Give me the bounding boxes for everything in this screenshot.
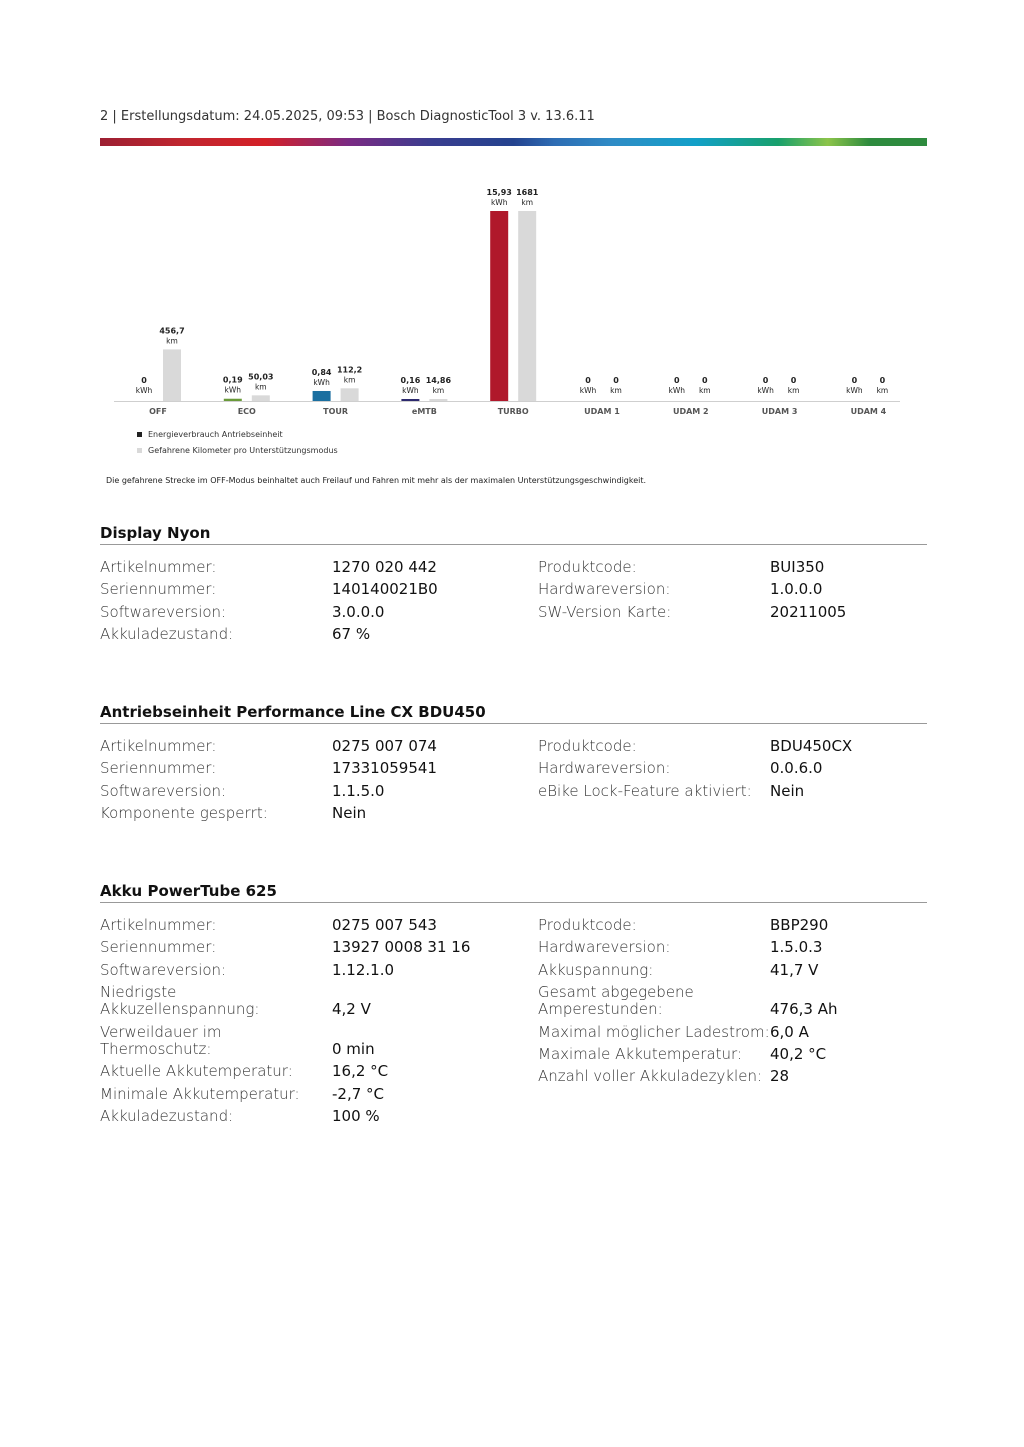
info-label: Hardwareversion: (538, 759, 671, 778)
info-value: 13927 0008 31 16 (332, 938, 471, 957)
info-value: 16,2 °C (332, 1062, 389, 1081)
energy-unit-label: kWh (579, 386, 597, 395)
km-unit-label: km (876, 386, 889, 395)
drive-right-column (538, 738, 928, 805)
section-battery (100, 882, 927, 1126)
section-title: Antriebseinheit Performance Line CX BDU450 (100, 703, 927, 724)
energy-value-label: 0 (851, 376, 858, 385)
display-left-column (100, 559, 540, 648)
info-row (538, 581, 928, 599)
info-row (538, 962, 928, 980)
info-value: 1270 020 442 (332, 558, 437, 576)
info-value: 67 % (332, 624, 371, 643)
km-value-label: 0 (613, 376, 619, 385)
category-label: OFF (149, 407, 167, 416)
energy-bar (313, 391, 331, 401)
energy-unit-label: kWh (846, 386, 863, 395)
km-bar (252, 395, 270, 401)
info-row (100, 962, 540, 980)
energy-bar (224, 399, 242, 401)
info-value: 6,0 A (770, 1022, 809, 1041)
info-value: 40,2 °C (770, 1044, 827, 1063)
info-value: 1.12.1.0 (332, 960, 395, 979)
info-label: Produktcode: (538, 558, 637, 576)
category-label: UDAM 1 (584, 407, 620, 416)
km-unit-label: km (787, 386, 800, 395)
info-label: Anzahl voller Akkuladezyklen: (538, 1067, 763, 1086)
info-row (100, 559, 540, 577)
km-value-label: 0 (702, 376, 708, 385)
info-value: Nein (770, 781, 805, 800)
section-display (100, 524, 927, 643)
info-label: Seriennummer: (100, 938, 217, 957)
info-label-line: Akkuzellenspannung: (100, 1000, 260, 1019)
category-label: TOUR (323, 407, 349, 416)
info-row (100, 626, 540, 644)
info-label: Maximal möglicher Ladestrom: (538, 1022, 770, 1041)
info-row (538, 1046, 928, 1064)
energy-bar (401, 399, 419, 401)
km-unit-label: km (521, 198, 534, 207)
info-row (100, 581, 540, 599)
km-value-label: 112,2 (336, 365, 363, 375)
info-row (538, 984, 928, 1019)
info-label: Produktcode: (538, 916, 637, 934)
km-value-label: 50,03 (248, 372, 274, 382)
km-unit-label: km (698, 386, 711, 395)
info-label: Softwareversion: (100, 960, 227, 979)
info-row (100, 917, 540, 935)
info-row (100, 1086, 540, 1104)
info-value: BUI350 (770, 558, 825, 576)
km-unit-label: km (166, 336, 178, 346)
info-label: Seriennummer: (100, 759, 217, 778)
km-bar (163, 349, 181, 401)
category-label: ECO (237, 407, 256, 416)
km-bar (518, 211, 536, 401)
legend-energy-swatch (137, 432, 142, 437)
report-header: 2 | Erstellungsdatum: 24.05.2025, 09:53 | Bosch DiagnosticTool 3 v. 13.6.11 (100, 109, 595, 124)
info-label: Aktuelle Akkutemperatur: (100, 1062, 293, 1081)
km-unit-label: km (343, 375, 356, 385)
info-row (538, 1068, 928, 1086)
section-title: Display Nyon (100, 524, 927, 545)
info-value: 0275 007 543 (332, 916, 437, 934)
info-value: BBP290 (770, 916, 829, 934)
info-row (538, 738, 928, 756)
km-bar (341, 388, 359, 401)
info-label-line: Niedrigste (100, 982, 177, 1001)
info-row (100, 1024, 540, 1059)
info-label: Hardwareversion: (538, 938, 671, 957)
energy-unit-label: kWh (313, 377, 330, 387)
brand-color-bar (100, 138, 927, 146)
info-label: SW-Version Karte: (538, 602, 672, 621)
info-value: 1.0.0.0 (770, 580, 823, 599)
info-label-line: Gesamt abgegebene (538, 982, 694, 1001)
energy-value-label: 0,84 (311, 367, 332, 377)
info-value: 0275 007 074 (332, 737, 437, 755)
info-value: 28 (770, 1067, 790, 1086)
info-row (538, 917, 928, 935)
info-label: Artikelnummer: (100, 916, 217, 934)
energy-value-label: 0 (674, 376, 680, 385)
info-label: Artikelnummer: (100, 558, 217, 576)
info-value: -2,7 °C (332, 1084, 385, 1103)
energy-value-label: 0 (141, 376, 147, 385)
km-unit-label: km (610, 386, 622, 395)
info-row (100, 760, 540, 778)
energy-unit-label: kWh (757, 386, 774, 395)
energy-unit-label: kWh (224, 385, 242, 395)
info-row (100, 738, 540, 756)
legend-km (137, 446, 338, 455)
info-label: Seriennummer: (100, 580, 217, 599)
info-label: Komponente gesperrt: (100, 803, 268, 822)
info-label: Akkuspannung: (538, 960, 654, 979)
info-label (100, 984, 332, 1019)
info-label-line: Verweildauer im (100, 1022, 222, 1041)
info-value: 0 min (332, 1040, 375, 1059)
energy-unit-label: kWh (402, 386, 419, 395)
info-label: Softwareversion: (100, 602, 227, 621)
category-label: UDAM 4 (850, 407, 887, 416)
info-row (538, 760, 928, 778)
legend-energy-label: Energieverbrauch Antriebseinheit (148, 430, 283, 439)
info-label: Artikelnummer: (100, 737, 217, 755)
km-value-label: 14,86 (425, 376, 452, 385)
category-label: UDAM 3 (761, 407, 798, 416)
energy-bar (490, 211, 508, 401)
km-value-label: 0 (879, 376, 886, 385)
info-label: Produktcode: (538, 737, 637, 755)
info-label: Hardwareversion: (538, 580, 671, 599)
info-value: 0.0.6.0 (770, 759, 823, 778)
legend-km-label: Gefahrene Kilometer pro Unterstützungsmodus (148, 446, 338, 455)
info-value: 20211005 (770, 602, 847, 621)
category-label: TURBO (497, 407, 529, 416)
drive-left-column (100, 738, 540, 827)
km-unit-label: km (254, 382, 267, 392)
info-row (538, 783, 928, 801)
km-unit-label: km (432, 386, 445, 395)
info-label: Maximale Akkutemperatur: (538, 1044, 743, 1063)
info-row (100, 939, 540, 957)
energy-value-label: 0 (762, 376, 769, 385)
info-value: 100 % (332, 1107, 380, 1126)
info-value: 1.5.0.3 (770, 938, 823, 957)
info-row (100, 1063, 540, 1081)
info-value: 1.1.5.0 (332, 781, 385, 800)
info-row (538, 559, 928, 577)
km-value-label: 456,7 (159, 326, 185, 336)
legend-energy (137, 430, 283, 439)
info-value: 41,7 V (770, 960, 819, 979)
energy-unit-label: kWh (668, 386, 686, 395)
display-right-column (538, 559, 928, 626)
info-label (538, 984, 770, 1019)
section-title: Akku PowerTube 625 (100, 882, 927, 903)
info-value: BDU450CX (770, 737, 853, 755)
info-row (538, 604, 928, 622)
category-label: UDAM 2 (672, 407, 709, 416)
energy-value-label: 15,93 (486, 188, 512, 197)
section-drive-unit (100, 703, 927, 822)
energy-value-label: 0 (585, 376, 591, 385)
info-row (100, 1108, 540, 1126)
info-label (100, 1024, 332, 1059)
info-label: eBike Lock-Feature aktiviert: (538, 781, 752, 800)
info-value: 4,2 V (332, 1000, 371, 1019)
info-row (538, 1024, 928, 1042)
info-label: Minimale Akkutemperatur: (100, 1084, 300, 1103)
km-value-label: 0 (790, 376, 797, 385)
info-row (538, 939, 928, 957)
info-label-line: Thermoschutz: (100, 1040, 212, 1059)
info-label: Softwareversion: (100, 781, 227, 800)
info-value: 3.0.0.0 (332, 602, 385, 621)
info-row (100, 783, 540, 801)
chart-note: Die gefahrene Strecke im OFF-Modus beinhaltet auch Freilauf und Fahren mit mehr als der maximalen Unterstützungsgeschwindigkeit. (106, 476, 647, 485)
energy-value-label: 0,16 (400, 376, 421, 385)
battery-left-column (100, 917, 540, 1130)
category-label: eMTB (411, 407, 437, 416)
km-bar (429, 399, 447, 401)
energy-value-label: 0,19 (222, 375, 243, 385)
usage-bar-chart (100, 180, 900, 425)
info-label-line: Amperestunden: (538, 1000, 663, 1019)
info-row (100, 805, 540, 823)
info-row (100, 604, 540, 622)
energy-unit-label: kWh (135, 386, 153, 395)
info-value: Nein (332, 803, 367, 822)
info-value: 17331059541 (332, 759, 437, 778)
info-row (100, 984, 540, 1019)
energy-unit-label: kWh (490, 198, 508, 207)
km-value-label: 1681 (516, 188, 539, 197)
info-label: Akkuladezustand: (100, 1107, 234, 1126)
legend-km-swatch (137, 448, 142, 453)
info-label: Akkuladezustand: (100, 624, 234, 643)
info-value: 476,3 Ah (770, 1000, 838, 1019)
info-value: 140140021B0 (332, 580, 438, 599)
battery-right-column (538, 917, 928, 1091)
